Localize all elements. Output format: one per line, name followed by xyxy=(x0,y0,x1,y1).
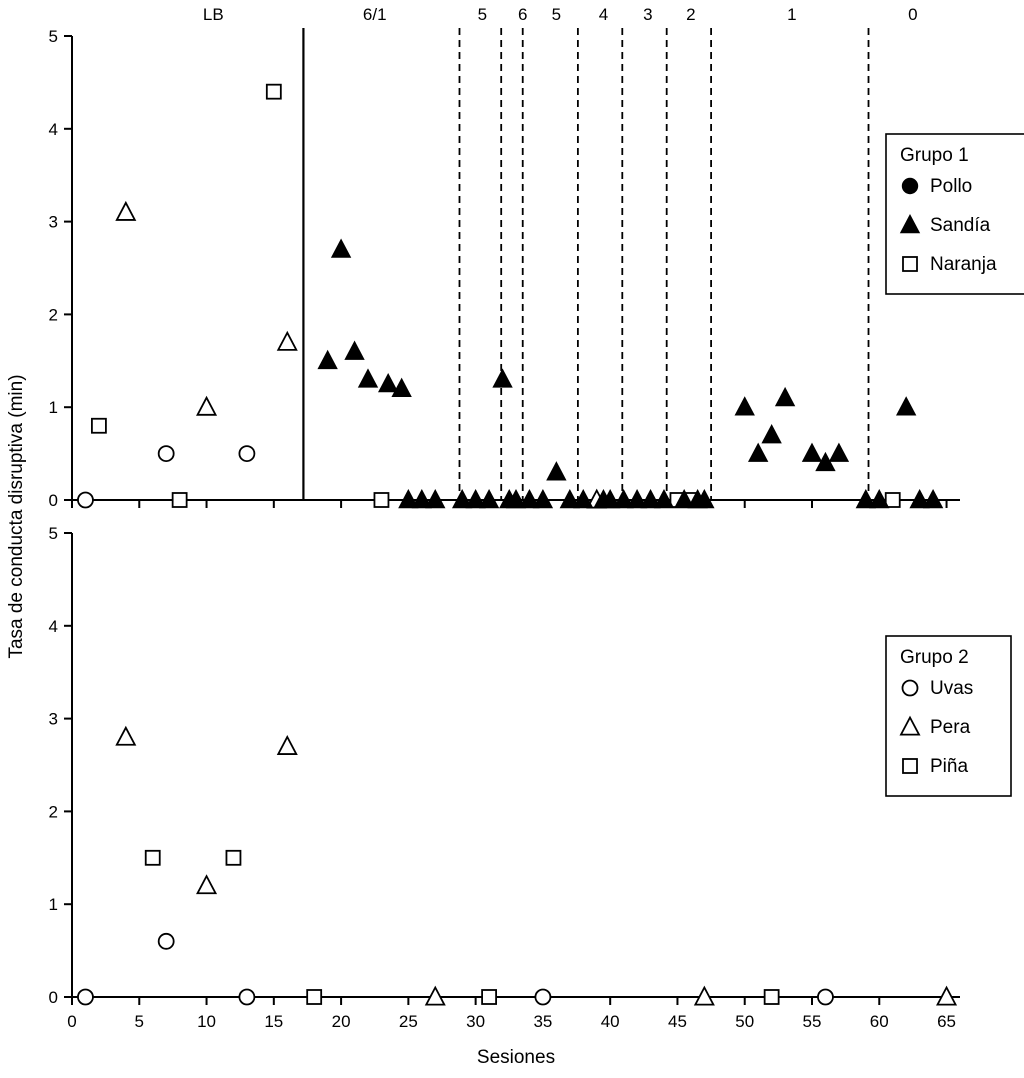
data-point-sandía-tratamiento xyxy=(494,370,512,387)
phase-label: LB xyxy=(202,5,224,24)
data-point-naranja xyxy=(886,493,900,507)
data-point-sandía-tratamiento xyxy=(319,351,337,368)
data-point-naranja xyxy=(267,85,281,99)
x-tick-label: 50 xyxy=(735,1012,755,1031)
y-tick-label: 0 xyxy=(48,988,58,1007)
y-tick-label: 1 xyxy=(48,895,58,915)
data-point-sandía-tratamiento xyxy=(379,375,397,392)
data-point-sandía-tratamiento xyxy=(776,388,794,405)
y-tick-label: 3 xyxy=(48,212,58,232)
legend-item-label: Sandía xyxy=(930,215,991,236)
data-point-sandía-tratamiento xyxy=(547,463,565,480)
phase-label: 6 xyxy=(517,5,528,24)
legend-item-label: Pollo xyxy=(930,176,973,197)
x-tick-label: 60 xyxy=(869,1012,889,1031)
data-point-piña xyxy=(765,990,779,1004)
y-tick-label: 4 xyxy=(48,119,58,139)
y-tick-label: 5 xyxy=(48,27,58,46)
legend-item-label: Pera xyxy=(930,717,971,738)
data-point-sandía-tratamiento xyxy=(897,398,915,415)
data-point-pollo xyxy=(159,446,174,461)
legend-item-label: Naranja xyxy=(930,254,997,275)
data-point-sandía xyxy=(278,333,296,350)
legend-item-label: Uvas xyxy=(930,678,974,699)
data-point-sandía-tratamiento xyxy=(346,342,364,359)
x-tick-label: 20 xyxy=(331,1012,351,1031)
x-axis-title: Sesiones xyxy=(476,1047,556,1068)
x-tick-label: 40 xyxy=(600,1012,620,1031)
data-point-sandía xyxy=(117,203,135,220)
data-point-sandía-tratamiento xyxy=(803,444,821,461)
x-tick-label: 10 xyxy=(197,1012,217,1031)
y-tick-label: 5 xyxy=(48,524,58,543)
phase-label: 6/1 xyxy=(362,5,387,24)
data-point-piña xyxy=(146,851,160,865)
data-point-pera xyxy=(117,728,135,745)
data-point-naranja xyxy=(173,493,187,507)
data-point-sandía-tratamiento xyxy=(736,398,754,415)
data-point-sandía-tratamiento xyxy=(830,444,848,461)
y-tick-label: 2 xyxy=(48,305,58,325)
data-point-pollo xyxy=(239,446,254,461)
phase-label: 2 xyxy=(686,5,696,24)
phase-label: 0 xyxy=(908,5,918,24)
x-tick-label: 30 xyxy=(466,1012,486,1031)
x-tick-label: 15 xyxy=(264,1012,284,1031)
data-point-uvas xyxy=(818,990,833,1005)
legend-marker-uvas xyxy=(903,681,918,696)
legend-marker-piña xyxy=(903,759,917,773)
legend-title: Grupo 1 xyxy=(900,145,969,166)
phase-label: 5 xyxy=(551,5,562,24)
data-point-piña xyxy=(482,990,496,1004)
y-axis-title: Tasa de conducta disruptiva (min) xyxy=(6,374,27,659)
legend-item-label: Piña xyxy=(930,756,969,777)
data-point-sandía-tratamiento xyxy=(359,370,377,387)
data-point-sandía-tratamiento xyxy=(749,444,767,461)
data-point-piña xyxy=(307,990,321,1004)
phase-label: 4 xyxy=(598,5,609,24)
y-tick-label: 2 xyxy=(48,802,58,822)
data-point-naranja xyxy=(374,493,388,507)
legend-marker-pollo xyxy=(903,179,918,194)
phase-label: 3 xyxy=(643,5,653,24)
legend-marker-naranja xyxy=(903,257,917,271)
data-point-piña xyxy=(226,851,240,865)
data-point-pollo xyxy=(78,493,93,508)
data-point-uvas xyxy=(239,990,254,1005)
data-point-sandía-tratamiento xyxy=(763,426,781,443)
x-tick-label: 25 xyxy=(398,1012,418,1031)
y-tick-label: 1 xyxy=(48,398,58,418)
data-point-pera xyxy=(278,737,296,754)
y-tick-label: 0 xyxy=(48,491,58,510)
x-tick-label: 35 xyxy=(533,1012,553,1031)
data-point-naranja xyxy=(92,419,106,433)
phase-label: 1 xyxy=(787,5,797,24)
phase-label: 5 xyxy=(477,5,488,24)
y-tick-label: 3 xyxy=(48,709,58,729)
data-point-sandía xyxy=(198,398,216,415)
data-point-uvas xyxy=(535,990,550,1005)
data-point-sandía-tratamiento xyxy=(332,240,350,257)
x-tick-label: 45 xyxy=(667,1012,687,1031)
data-point-pera xyxy=(198,876,216,893)
legend-title: Grupo 2 xyxy=(900,647,969,668)
x-tick-label: 65 xyxy=(937,1012,957,1031)
x-tick-label: 0 xyxy=(67,1012,77,1031)
data-point-sandía-tratamiento xyxy=(816,453,834,470)
x-tick-label: 5 xyxy=(134,1012,145,1031)
x-tick-label: 55 xyxy=(802,1012,822,1031)
data-point-uvas xyxy=(159,934,174,949)
data-point-uvas xyxy=(78,990,93,1005)
y-tick-label: 4 xyxy=(48,616,58,636)
